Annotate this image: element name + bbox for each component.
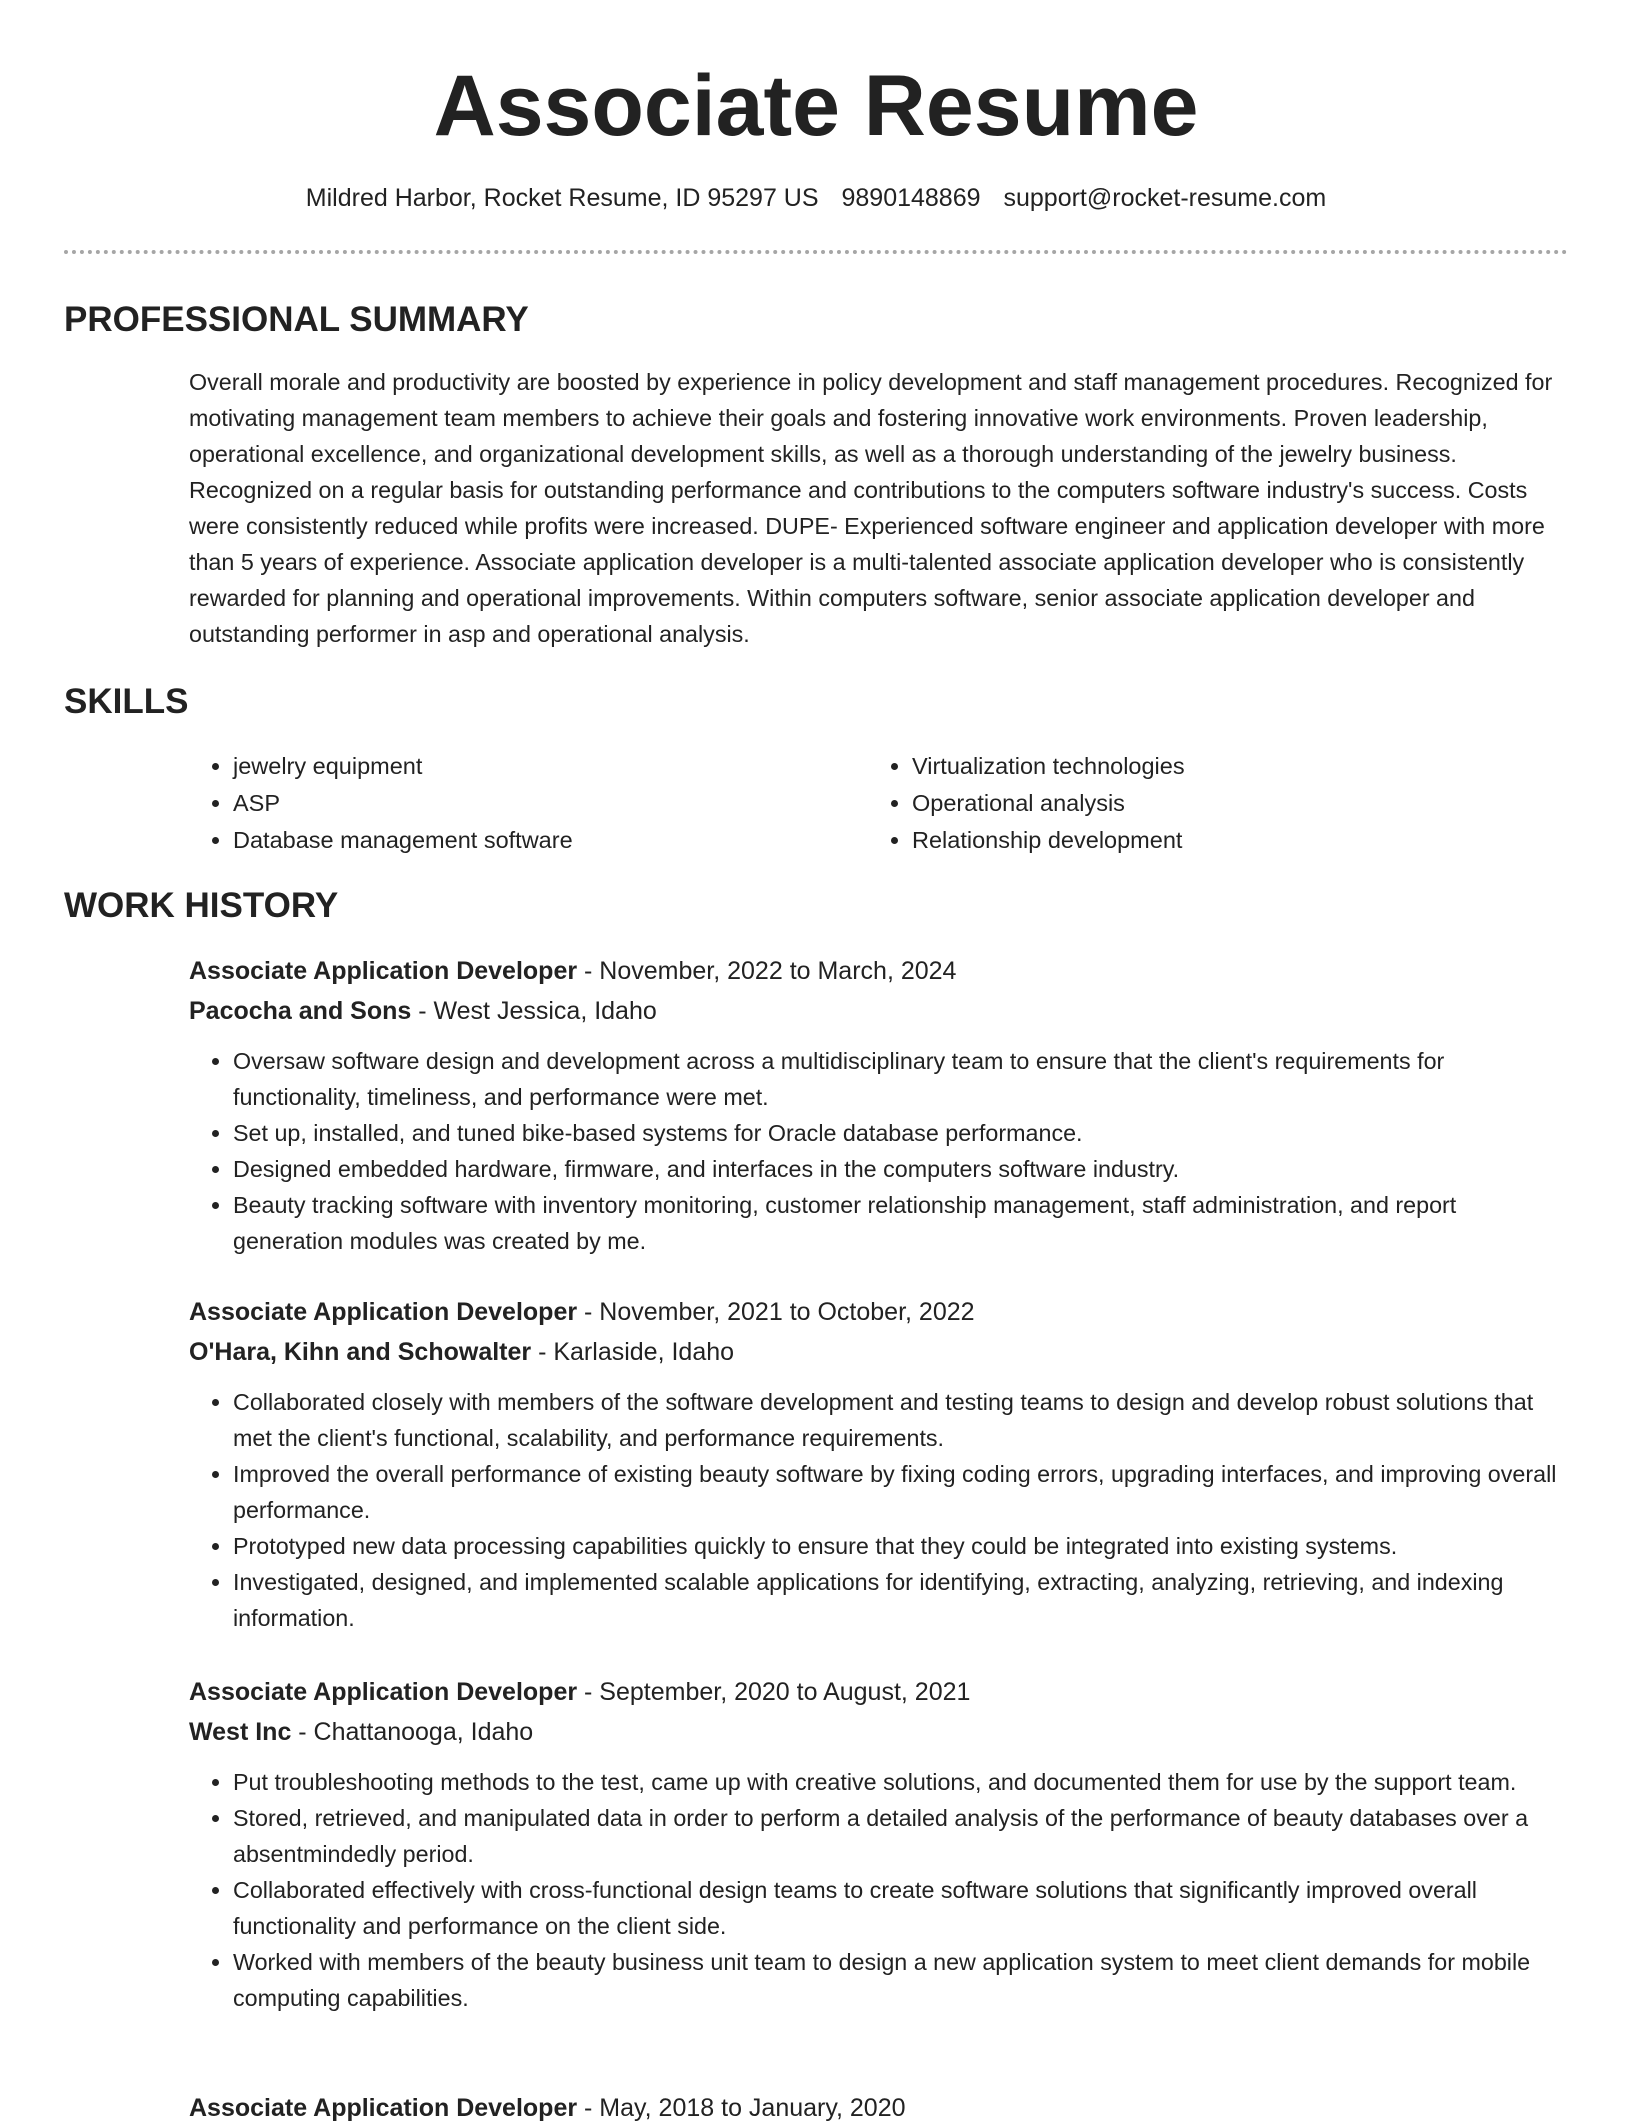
job-title: Associate Application Developer <box>189 1678 578 1706</box>
skills-heading: SKILLS <box>64 682 189 721</box>
work-history-heading: WORK HISTORY <box>64 886 339 925</box>
skill-item: • Relationship development <box>912 822 1185 859</box>
job-entry <box>189 2088 1569 2128</box>
summary-heading: PROFESSIONAL SUMMARY <box>64 300 529 339</box>
skill-item: • ASP <box>233 785 573 822</box>
resume-title: Associate Resume <box>433 58 1199 154</box>
job-company-line <box>189 1712 1569 1752</box>
job-dates: - May, 2018 to January, 2020 <box>577 2094 906 2122</box>
job-location: - Karlaside, Idaho <box>531 1338 735 1366</box>
job-location: - Chattanooga, Idaho <box>291 1718 534 1746</box>
skill-item: • Virtualization technologies <box>912 748 1185 785</box>
job-company: Pacocha and Sons <box>189 997 412 1025</box>
job-bullet: • Worked with members of the beauty business unit team to design a new application system to meet client demands for mobile computing capabilities. <box>233 1944 1569 2016</box>
skill-item: • Database management software <box>233 822 573 859</box>
header-divider <box>64 250 1568 254</box>
contact-phone: 9890148869 <box>841 184 981 212</box>
job-entry <box>189 951 1569 1259</box>
skill-item: • Operational analysis <box>912 785 1185 822</box>
job-entry <box>189 1292 1569 1636</box>
contact-address: Mildred Harbor, Rocket Resume, ID 95297 US <box>305 184 819 212</box>
job-title-line <box>189 1672 1569 1712</box>
job-bullet: • Set up, installed, and tuned bike-based systems for Oracle database performance. <box>233 1115 1569 1151</box>
job-bullet: • Stored, retrieved, and manipulated data in order to perform a detailed analysis of the performance of beauty databases over a absentmindedly period. <box>233 1800 1569 1872</box>
job-dates: - November, 2021 to October, 2022 <box>577 1298 975 1326</box>
job-title: Associate Application Developer <box>189 1298 578 1326</box>
skills-list-right <box>868 748 1185 859</box>
contact-email: support@rocket-resume.com <box>1003 184 1327 212</box>
skills-list-left <box>189 748 573 859</box>
job-title: Associate Application Developer <box>189 957 578 985</box>
job-bullet: • Put troubleshooting methods to the test, came up with creative solutions, and documented them for use by the support team. <box>233 1764 1569 1800</box>
job-bullets <box>189 1043 1569 1259</box>
job-location: - West Jessica, Idaho <box>411 997 657 1025</box>
job-title: Associate Application Developer <box>189 2094 578 2122</box>
job-company-line <box>189 991 1569 1031</box>
job-bullet: • Collaborated effectively with cross-functional design teams to create software solutions that significantly improved overall functionality and performance on the client side. <box>233 1872 1569 1944</box>
job-dates: - November, 2022 to March, 2024 <box>577 957 957 985</box>
skill-item: • jewelry equipment <box>233 748 573 785</box>
contact-info <box>0 180 1632 216</box>
job-dates: - September, 2020 to August, 2021 <box>577 1678 971 1706</box>
job-bullet: • Improved the overall performance of existing beauty software by fixing coding errors, upgrading interfaces, and improving overall performance. <box>233 1456 1569 1528</box>
job-title-line <box>189 2088 1569 2128</box>
job-bullet: • Oversaw software design and development across a multidisciplinary team to ensure that the client's requirements for functionality, timeliness, and performance were met. <box>233 1043 1569 1115</box>
job-bullet: • Beauty tracking software with inventory monitoring, customer relationship management, staff administration, and report generation modules was created by me. <box>233 1187 1569 1259</box>
job-bullet: • Collaborated closely with members of the software development and testing teams to design and develop robust solutions that met the client's functional, scalability, and performance requirements. <box>233 1384 1569 1456</box>
job-company-line <box>189 1332 1569 1372</box>
summary-text: Overall morale and productivity are boosted by experience in policy development and staff management procedures. Recognized for motivating management team members to achieve their goals and fostering innovative work environments. Proven leadership, operational excellence, and organizational development skills, as well as a thorough understanding of the jewelry business. Recognized on a regular basis for outstanding performance and contributions to the computers software industry's success. Costs were consistently reduced while profits were increased. DUPE- Experienced software engineer and application developer with more than 5 years of experience. Associate application developer is a multi-talented associate application developer who is consistently rewarded for planning and operational improvements. Within computers software, senior associate application developer and outstanding performer in asp and operational analysis. <box>189 369 1553 647</box>
job-bullet: • Designed embedded hardware, firmware, and interfaces in the computers software industry. <box>233 1151 1569 1187</box>
job-bullets <box>189 1764 1569 2016</box>
job-company: O'Hara, Kihn and Schowalter <box>189 1338 532 1366</box>
job-company: West Inc <box>189 1718 292 1746</box>
job-title-line <box>189 951 1569 991</box>
job-entry <box>189 1672 1569 2016</box>
job-bullet: • Prototyped new data processing capabilities quickly to ensure that they could be integrated into existing systems. <box>233 1528 1569 1564</box>
job-bullets <box>189 1384 1569 1636</box>
job-title-line <box>189 1292 1569 1332</box>
job-bullet: • Investigated, designed, and implemented scalable applications for identifying, extracting, analyzing, retrieving, and indexing information. <box>233 1564 1569 1636</box>
